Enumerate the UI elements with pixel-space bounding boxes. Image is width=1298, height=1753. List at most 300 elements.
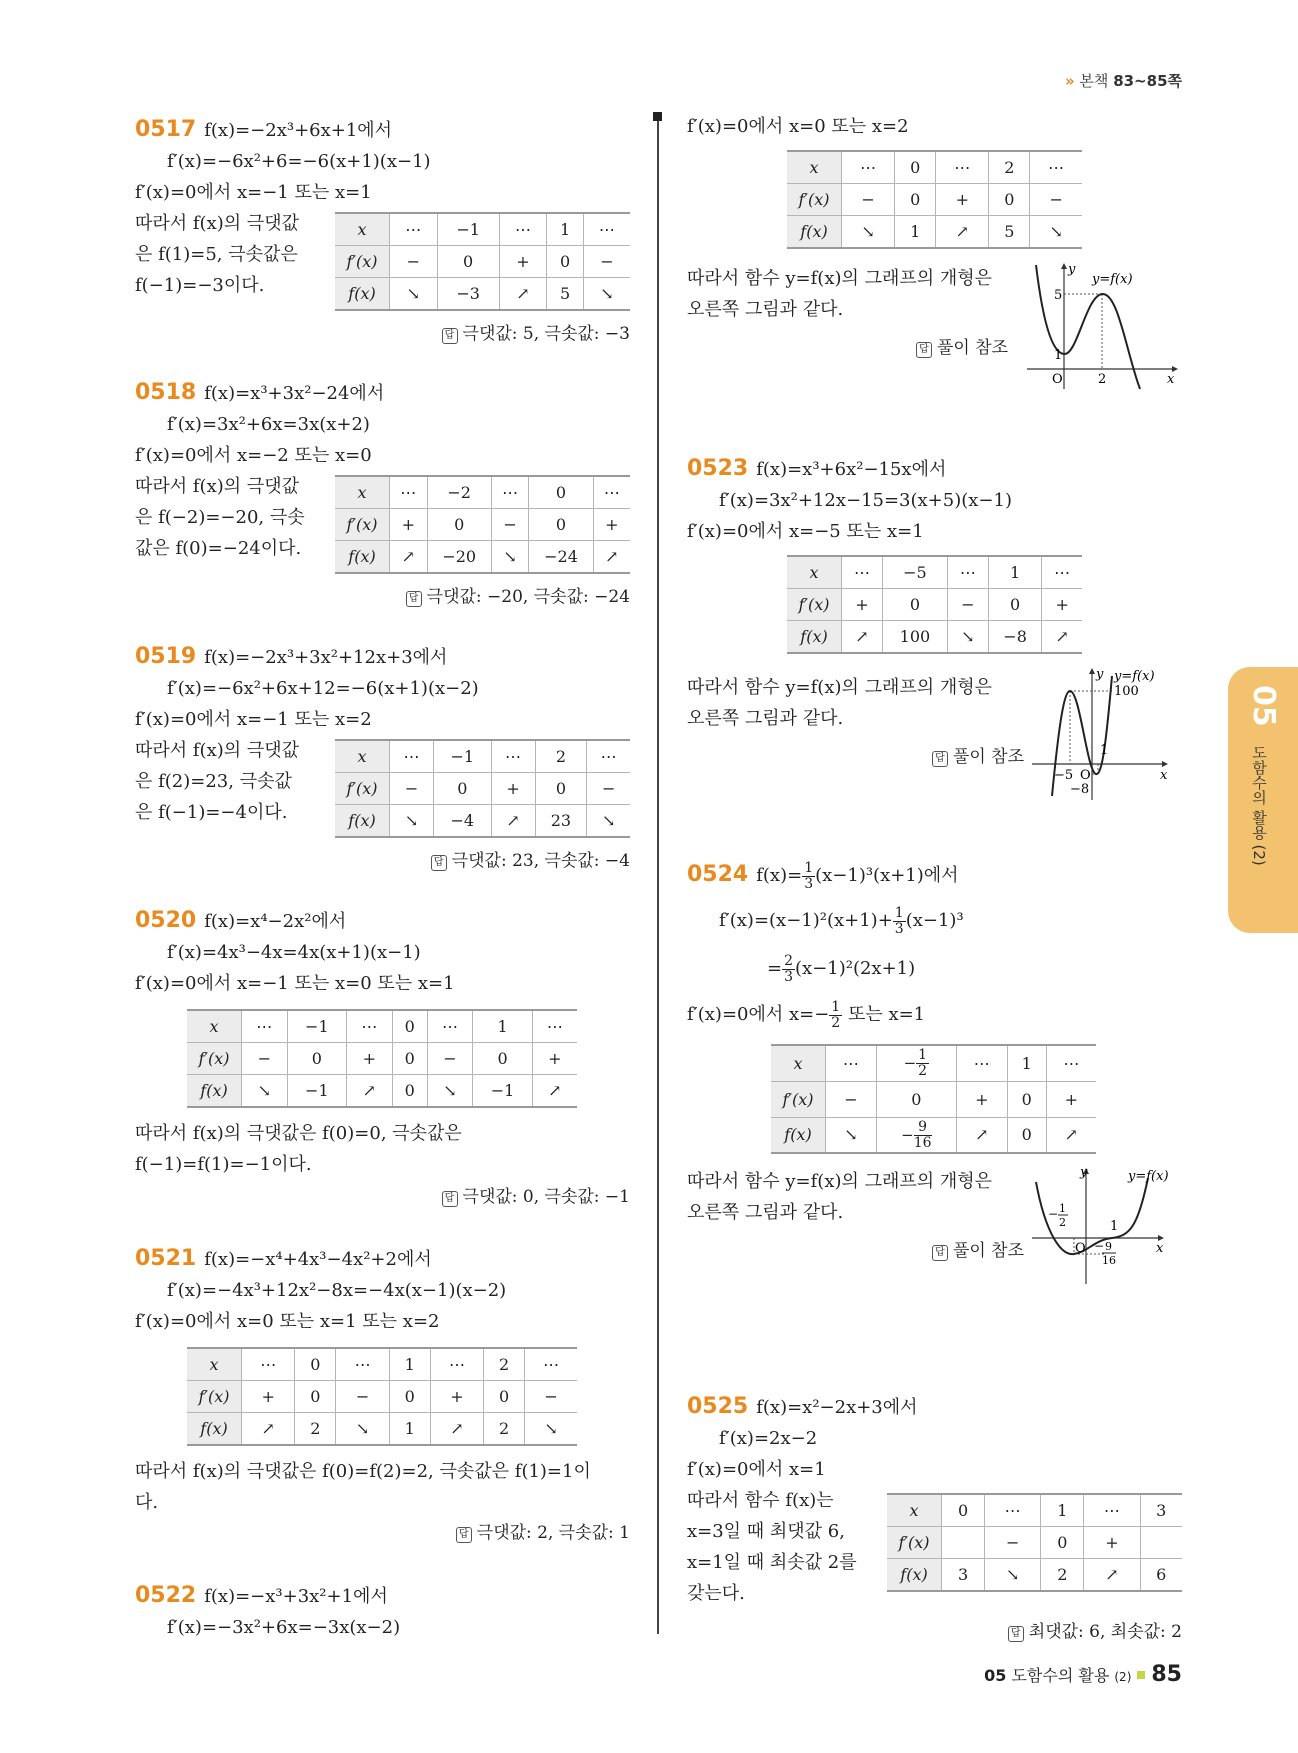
table-cell: ↘: [826, 1117, 877, 1153]
table-cell: ⋯: [936, 151, 989, 184]
table-cell: +: [499, 246, 547, 278]
conclusion-line: 따라서 f(x)의 극댓값: [135, 476, 300, 497]
variation-table: [887, 1493, 1182, 1592]
row-header: x: [187, 1010, 242, 1043]
table-cell: +: [1042, 589, 1082, 621]
y-axis-label: y: [1080, 1166, 1088, 1180]
table-cell: ↗: [956, 1117, 1007, 1153]
problem-0522: [135, 1580, 630, 1643]
table-cell: ↘: [842, 216, 895, 249]
problem-number: 0523: [687, 456, 749, 481]
problem-0523: [687, 453, 1182, 802]
table-cell: −1: [473, 1075, 532, 1108]
table-cell: ↘: [427, 1075, 473, 1108]
table-row: [787, 589, 1082, 621]
table-cell: ↘: [583, 278, 630, 311]
table-cell: ↗: [936, 216, 989, 249]
table-cell: ⋯: [1084, 1494, 1140, 1527]
table-cell: 3: [942, 1559, 985, 1592]
table-cell: 0: [942, 1494, 985, 1527]
variation-table: [335, 475, 630, 574]
table-cell: ⋯: [390, 476, 428, 509]
table-cell: ↗: [491, 805, 535, 838]
table-cell: 0: [895, 184, 936, 216]
table-row: [335, 246, 630, 278]
table-cell: 0: [295, 1381, 336, 1413]
table-row: [335, 509, 630, 541]
conclusion-line: 따라서 f(x)의 극댓값은 f(0)=0, 극솟값은: [135, 1123, 462, 1144]
table-cell: 2: [295, 1413, 336, 1446]
table-cell: 1: [389, 1348, 430, 1381]
table-cell: −: [583, 246, 630, 278]
table-cell: 0: [392, 1010, 427, 1043]
table-cell: ⋯: [1030, 151, 1082, 184]
table-row: [187, 1075, 577, 1108]
variation-table: [187, 1009, 577, 1108]
row-header: f(x): [335, 805, 390, 838]
row-header: f(x): [335, 541, 390, 574]
critical-points-line: f′(x)=0에서 x=−1 또는 x=2: [135, 709, 372, 730]
problem-number: 0520: [135, 908, 197, 933]
conclusion-line: 오른쪽 그림과 같다.: [687, 708, 844, 729]
conclusion-line: x=1일 때 최솟값 2를: [687, 1552, 857, 1573]
derivative-line: f′(x)=−4x³+12x²−8x=−4x(x−1)(x−2): [167, 1280, 507, 1301]
table-cell: 1: [988, 556, 1041, 589]
answer: 답 풀이 참조: [687, 742, 1024, 773]
answer-icon: 답: [916, 342, 932, 358]
answer: 답 극댓값: 5, 극솟값: −3: [135, 319, 630, 350]
double-chevron-icon: »: [1064, 72, 1075, 90]
table-cell: 0: [876, 1081, 956, 1117]
table-cell: ↗: [499, 278, 547, 311]
table-cell: +: [430, 1381, 483, 1413]
table-row: [887, 1494, 1182, 1527]
y-axis-arrow-icon: [1061, 263, 1067, 269]
table-row: [887, 1559, 1182, 1592]
tick-label: 100: [1114, 684, 1139, 699]
row-header: f′(x): [787, 184, 842, 216]
table-cell: −: [336, 1381, 389, 1413]
graph-0522: [1022, 261, 1182, 391]
table-cell: +: [242, 1381, 295, 1413]
row-header: f(x): [787, 621, 842, 654]
problem-0522-continued: [687, 111, 1182, 391]
conclusion-line: 은 f(−1)=−4이다.: [135, 802, 288, 823]
variation-table: [335, 739, 630, 838]
graph-0524: [1032, 1166, 1182, 1286]
problem-number: 0517: [135, 117, 197, 142]
footer-chapter: 05: [984, 1666, 1007, 1685]
answer: 답 극댓값: 23, 극솟값: −4: [135, 846, 630, 877]
variation-table: [335, 212, 630, 311]
reference-pages: 83~85쪽: [1113, 72, 1182, 90]
tick-label: −8: [1070, 782, 1090, 797]
x-axis-label: x: [1160, 768, 1168, 783]
critical-points-line: f′(x)=0에서 x=0 또는 x=1 또는 x=2: [135, 1311, 440, 1332]
table-row: [335, 278, 630, 311]
table-cell: 1: [1041, 1494, 1084, 1527]
table-cell: ↗: [242, 1413, 295, 1446]
table-cell: −: [587, 773, 630, 805]
problem-number: 0519: [135, 644, 197, 669]
table-cell: ⋯: [826, 1045, 877, 1081]
conclusion-line: f(−1)=−3이다.: [135, 275, 265, 296]
variation-table: [187, 1347, 577, 1446]
answer-icon: 답: [456, 1527, 472, 1543]
critical-points-line: f′(x)=0에서 x=−1 또는 x=0 또는 x=1: [135, 973, 455, 994]
curve-label: y=f(x): [1128, 1169, 1169, 1184]
table-cell: ⋯: [842, 556, 883, 589]
table-cell: −: [491, 509, 529, 541]
row-header: x: [787, 556, 842, 589]
critical-points-line: f′(x)=0에서 x=−2 또는 x=0: [135, 445, 372, 466]
problem-0518: [135, 377, 630, 613]
table-cell: −: [1030, 184, 1082, 216]
table-cell: ↗: [430, 1413, 483, 1446]
table-row: [771, 1045, 1096, 1081]
problem-0520: [135, 905, 630, 1213]
table-cell: 0: [427, 509, 491, 541]
derivative-line: = $\frac{2}{3}$ (x−1)²(2x+1): [767, 952, 916, 985]
problem-number: 0521: [135, 1246, 197, 1271]
table-cell: 0: [295, 1348, 336, 1381]
problem-function: f(x)=−2x³+6x+1에서: [204, 120, 393, 141]
table-cell: −20: [427, 541, 491, 574]
table-cell: 0: [437, 246, 499, 278]
problem-function: f(x)=x³+6x²−15x에서: [756, 459, 947, 480]
table-cell: −1: [434, 740, 491, 773]
problem-0525: [687, 1391, 1182, 1648]
conclusion-line: 오른쪽 그림과 같다.: [687, 1202, 844, 1223]
table-cell: 0: [434, 773, 491, 805]
table-cell: 0: [989, 184, 1030, 216]
origin-label: O: [1080, 768, 1091, 783]
footer-sub: (2): [1114, 1670, 1132, 1684]
curve-label: y=f(x): [1092, 272, 1133, 287]
tick-label: −: [1048, 1207, 1059, 1221]
table-cell: ⋯: [842, 151, 895, 184]
tick-label: 2: [1059, 1216, 1066, 1229]
table-cell: ⋯: [947, 556, 988, 589]
table-cell: ↘: [525, 1413, 577, 1446]
table-cell: ⋯: [390, 213, 438, 246]
table-cell: ↗: [1084, 1559, 1140, 1592]
y-axis-label: y: [1068, 262, 1076, 277]
answer-icon: 답: [932, 751, 948, 767]
table-cell: −2: [427, 476, 491, 509]
row-header: f(x): [335, 278, 390, 311]
row-header: x: [335, 740, 390, 773]
conclusion-line: 따라서 함수 y=f(x)의 그래프의 개형은: [687, 677, 993, 698]
x-axis-label: x: [1156, 1241, 1164, 1256]
row-header: f′(x): [335, 246, 390, 278]
table-row: [771, 1117, 1096, 1153]
table-cell: −1: [287, 1075, 346, 1108]
table-cell: −: [842, 184, 895, 216]
derivative-line: f′(x)=−3x²+6x=−3x(x−2): [167, 1617, 401, 1638]
answer: 답 최댓값: 6, 최솟값: 2: [687, 1617, 1182, 1648]
conclusion-line: 따라서 함수 y=f(x)의 그래프의 개형은: [687, 268, 993, 289]
table-row: [787, 216, 1082, 249]
table-cell: ↘: [390, 805, 434, 838]
table-cell: ↗: [347, 1075, 393, 1108]
fraction: $\frac{1}{3}$: [894, 904, 904, 937]
derivative-line: f′(x)=3x²+12x−15=3(x+5)(x−1): [719, 490, 1012, 511]
tick-label: 2: [1098, 372, 1107, 387]
derivative-line: f′(x)=−6x²+6x+12=−6(x+1)(x−2): [167, 678, 479, 699]
table-row: [187, 1010, 577, 1043]
table-cell: 0: [529, 476, 593, 509]
tick-label: −5: [1054, 768, 1074, 783]
row-header: f′(x): [187, 1043, 242, 1075]
table-row: [787, 556, 1082, 589]
row-header: x: [771, 1045, 826, 1081]
row-header: x: [887, 1494, 942, 1527]
problem-0521: [135, 1243, 630, 1549]
critical-points-line: f′(x)=0에서 x=1: [687, 1459, 826, 1480]
table-cell: ⋯: [525, 1348, 577, 1381]
fraction: $\frac{2}{3}$: [784, 952, 794, 985]
table-cell: ⋯: [347, 1010, 393, 1043]
table-row: [335, 213, 630, 246]
row-header: x: [335, 476, 390, 509]
table-cell: −: [947, 589, 988, 621]
table-row: [787, 151, 1082, 184]
table-cell: ⋯: [499, 213, 547, 246]
table-cell: +: [1084, 1527, 1140, 1559]
table-cell: 0: [287, 1043, 346, 1075]
conclusion-line: 갖는다.: [687, 1583, 745, 1604]
row-header: f′(x): [335, 773, 390, 805]
table-cell: −3: [437, 278, 499, 311]
answer: 답 극댓값: −20, 극솟값: −24: [135, 582, 630, 613]
table-cell: ↗: [1042, 621, 1082, 654]
table-cell: ↘: [587, 805, 630, 838]
table-cell: 5: [547, 278, 584, 311]
table-cell: −1: [287, 1010, 346, 1043]
table-cell: 0: [883, 589, 948, 621]
table-cell: +: [936, 184, 989, 216]
table-cell: ⋯: [587, 740, 630, 773]
table-cell: −: [390, 773, 434, 805]
table-cell: ↗: [593, 541, 630, 574]
page-number: 85: [1151, 1662, 1182, 1687]
answer-icon: 답: [442, 1191, 458, 1207]
row-header: f(x): [787, 216, 842, 249]
tick-label: 1: [1110, 1219, 1119, 1234]
derivative-line: f′(x)=2x−2: [719, 1428, 818, 1449]
answer: 답 풀이 참조: [687, 333, 1008, 364]
table-cell: +: [390, 509, 428, 541]
table-cell: 3: [1140, 1494, 1182, 1527]
x-axis-arrow-icon: [1162, 761, 1168, 767]
answer-icon: 답: [1008, 1626, 1024, 1642]
table-cell: 0: [389, 1381, 430, 1413]
table-cell: +: [532, 1043, 577, 1075]
table-cell: 1: [547, 213, 584, 246]
table-cell: ⋯: [427, 1010, 473, 1043]
footer-title: 도함수의 활용: [1011, 1666, 1110, 1685]
table-cell: ↘: [1030, 216, 1082, 249]
square-icon: [1137, 1671, 1145, 1679]
conclusion-line: f(−1)=f(1)=−1이다.: [135, 1154, 312, 1175]
curve-label: y=f(x): [1114, 669, 1155, 684]
divider-marker: [653, 112, 662, 121]
table-cell: −: [390, 246, 438, 278]
table-cell: 0: [1007, 1117, 1046, 1153]
derivative-line: f′(x)=4x³−4x=4x(x+1)(x−1): [167, 942, 421, 963]
problem-function: f(x)=x⁴−2x²에서: [204, 911, 347, 932]
table-cell: ↘: [947, 621, 988, 654]
table-cell: ⋯: [430, 1348, 483, 1381]
conclusion-line: 따라서 f(x)의 극댓값은 f(0)=f(2)=2, 극솟값은 f(1)=1이: [135, 1461, 591, 1482]
table-cell: 0: [484, 1381, 525, 1413]
problem-number: 0525: [687, 1394, 749, 1419]
table-cell: +: [347, 1043, 393, 1075]
table-cell: 0: [1007, 1081, 1046, 1117]
row-header: f(x): [187, 1413, 242, 1446]
critical-points-line: f′(x)=0에서 x=−1 또는 x=1: [135, 182, 372, 203]
table-row: [187, 1413, 577, 1446]
row-header: x: [187, 1348, 242, 1381]
conclusion-line: 다.: [135, 1492, 159, 1513]
tick-label: −: [1094, 1239, 1105, 1253]
tick-label: 5: [1054, 288, 1063, 303]
table-cell: 2: [484, 1413, 525, 1446]
problem-function: f(x)=−x⁴+4x³−4x²+2에서: [204, 1249, 432, 1270]
table-cell: 6: [1140, 1559, 1182, 1592]
answer: 답 극댓값: 2, 극솟값: 1: [135, 1518, 630, 1549]
table-cell: 0: [473, 1043, 532, 1075]
table-row: [787, 184, 1082, 216]
table-row: [335, 805, 630, 838]
row-header: f′(x): [887, 1527, 942, 1559]
table-cell: 0: [392, 1043, 427, 1075]
table-cell: ⋯: [956, 1045, 1007, 1081]
fraction: $\frac{1}{3}$: [804, 859, 814, 892]
critical-points-line: f′(x)=0에서 x=−5 또는 x=1: [687, 521, 924, 542]
tick-label: 9: [1105, 1240, 1112, 1253]
tick-label: 1: [1054, 348, 1063, 363]
table-row: [771, 1081, 1096, 1117]
derivative-line: f′(x)=−6x²+6=−6(x+1)(x−1): [167, 151, 431, 172]
conclusion-line: 따라서 함수 y=f(x)의 그래프의 개형은: [687, 1171, 993, 1192]
conclusion-line: 따라서 f(x)의 극댓값: [135, 740, 300, 761]
answer: 답 극댓값: 0, 극솟값: −1: [135, 1182, 630, 1213]
table-cell: ⋯: [491, 740, 535, 773]
table-cell: 0: [535, 773, 587, 805]
conclusion-line: 은 f(2)=23, 극솟값: [135, 771, 292, 792]
table-row: [187, 1348, 577, 1381]
table-cell: ↘: [242, 1075, 288, 1108]
table-cell: − $\frac{1}{2}$: [876, 1045, 956, 1081]
table-cell: +: [491, 773, 535, 805]
answer: 답 풀이 참조: [687, 1236, 1024, 1267]
tick-label: 1: [1100, 743, 1109, 758]
table-cell: 0: [529, 509, 593, 541]
table-cell: −: [826, 1081, 877, 1117]
table-cell: ⋯: [390, 740, 434, 773]
row-header: f′(x): [187, 1381, 242, 1413]
table-cell: 0: [895, 151, 936, 184]
table-cell: 2: [1041, 1559, 1084, 1592]
table-cell: 0: [392, 1075, 427, 1108]
table-cell: 2: [484, 1348, 525, 1381]
table-cell: [1140, 1527, 1182, 1559]
table-row: [335, 476, 630, 509]
variation-table: [787, 150, 1082, 249]
table-row: [187, 1043, 577, 1075]
row-header: f(x): [771, 1117, 826, 1153]
conclusion-line: x=3일 때 최댓값 6,: [687, 1521, 845, 1542]
table-cell: +: [956, 1081, 1007, 1117]
problem-function: f(x)=x²−2x+3에서: [756, 1397, 918, 1418]
table-cell: ⋯: [491, 476, 529, 509]
page-reference: [1065, 70, 1182, 91]
table-cell: 0: [1041, 1527, 1084, 1559]
critical-points-line: f′(x)=0에서 x=0 또는 x=2: [687, 116, 909, 137]
table-cell: ↗: [532, 1075, 577, 1108]
table-cell: −5: [883, 556, 948, 589]
row-header: x: [787, 151, 842, 184]
answer-icon: 답: [442, 328, 458, 344]
answer-icon: 답: [406, 591, 422, 607]
answer-icon: 답: [431, 855, 447, 871]
table-cell: −: [427, 1043, 473, 1075]
table-cell: −24: [529, 541, 593, 574]
chapter-tab: [1228, 667, 1298, 933]
origin-label: O: [1075, 1241, 1086, 1256]
row-header: f′(x): [771, 1081, 826, 1117]
table-cell: ↘: [336, 1413, 389, 1446]
critical-points-line: f′(x)=0에서 x=− $\frac{1}{2}$ 또는 x=1: [687, 998, 926, 1031]
row-header: f(x): [887, 1559, 942, 1592]
table-cell: 1: [473, 1010, 532, 1043]
table-cell: 23: [535, 805, 587, 838]
x-axis-label: x: [1167, 372, 1175, 387]
conclusion-line: 은 f(−2)=−20, 극솟: [135, 507, 305, 528]
conclusion-line: 값은 f(0)=−24이다.: [135, 538, 302, 559]
row-header: f′(x): [787, 589, 842, 621]
row-header: f(x): [187, 1075, 242, 1108]
table-cell: ↗: [390, 541, 428, 574]
table-cell: ⋯: [242, 1348, 295, 1381]
table-cell: +: [1046, 1081, 1096, 1117]
row-header: x: [335, 213, 390, 246]
conclusion-line: 오른쪽 그림과 같다.: [687, 299, 844, 320]
conclusion-line: 따라서 함수 f(x)는: [687, 1490, 834, 1511]
table-row: [187, 1381, 577, 1413]
problem-function: f(x)=−2x³+3x²+12x+3에서: [204, 647, 448, 668]
table-cell: −: [525, 1381, 577, 1413]
table-cell: +: [842, 589, 883, 621]
problem-number: 0518: [135, 380, 197, 405]
table-cell: − $\frac{9}{16}$: [876, 1117, 956, 1153]
table-cell: 5: [989, 216, 1030, 249]
problem-number: 0524: [687, 862, 749, 887]
fraction: $\frac{1}{2}$: [831, 998, 841, 1031]
chapter-title: 도함수의 활용 (2): [1250, 745, 1268, 866]
table-cell: −8: [988, 621, 1041, 654]
table-cell: ↘: [491, 541, 529, 574]
table-row: [335, 740, 630, 773]
row-header: f′(x): [335, 509, 390, 541]
table-cell: ⋯: [1046, 1045, 1096, 1081]
variation-table: [787, 555, 1082, 654]
table-cell: ⋯: [532, 1010, 577, 1043]
table-cell: 100: [883, 621, 948, 654]
table-cell: ⋯: [242, 1010, 288, 1043]
